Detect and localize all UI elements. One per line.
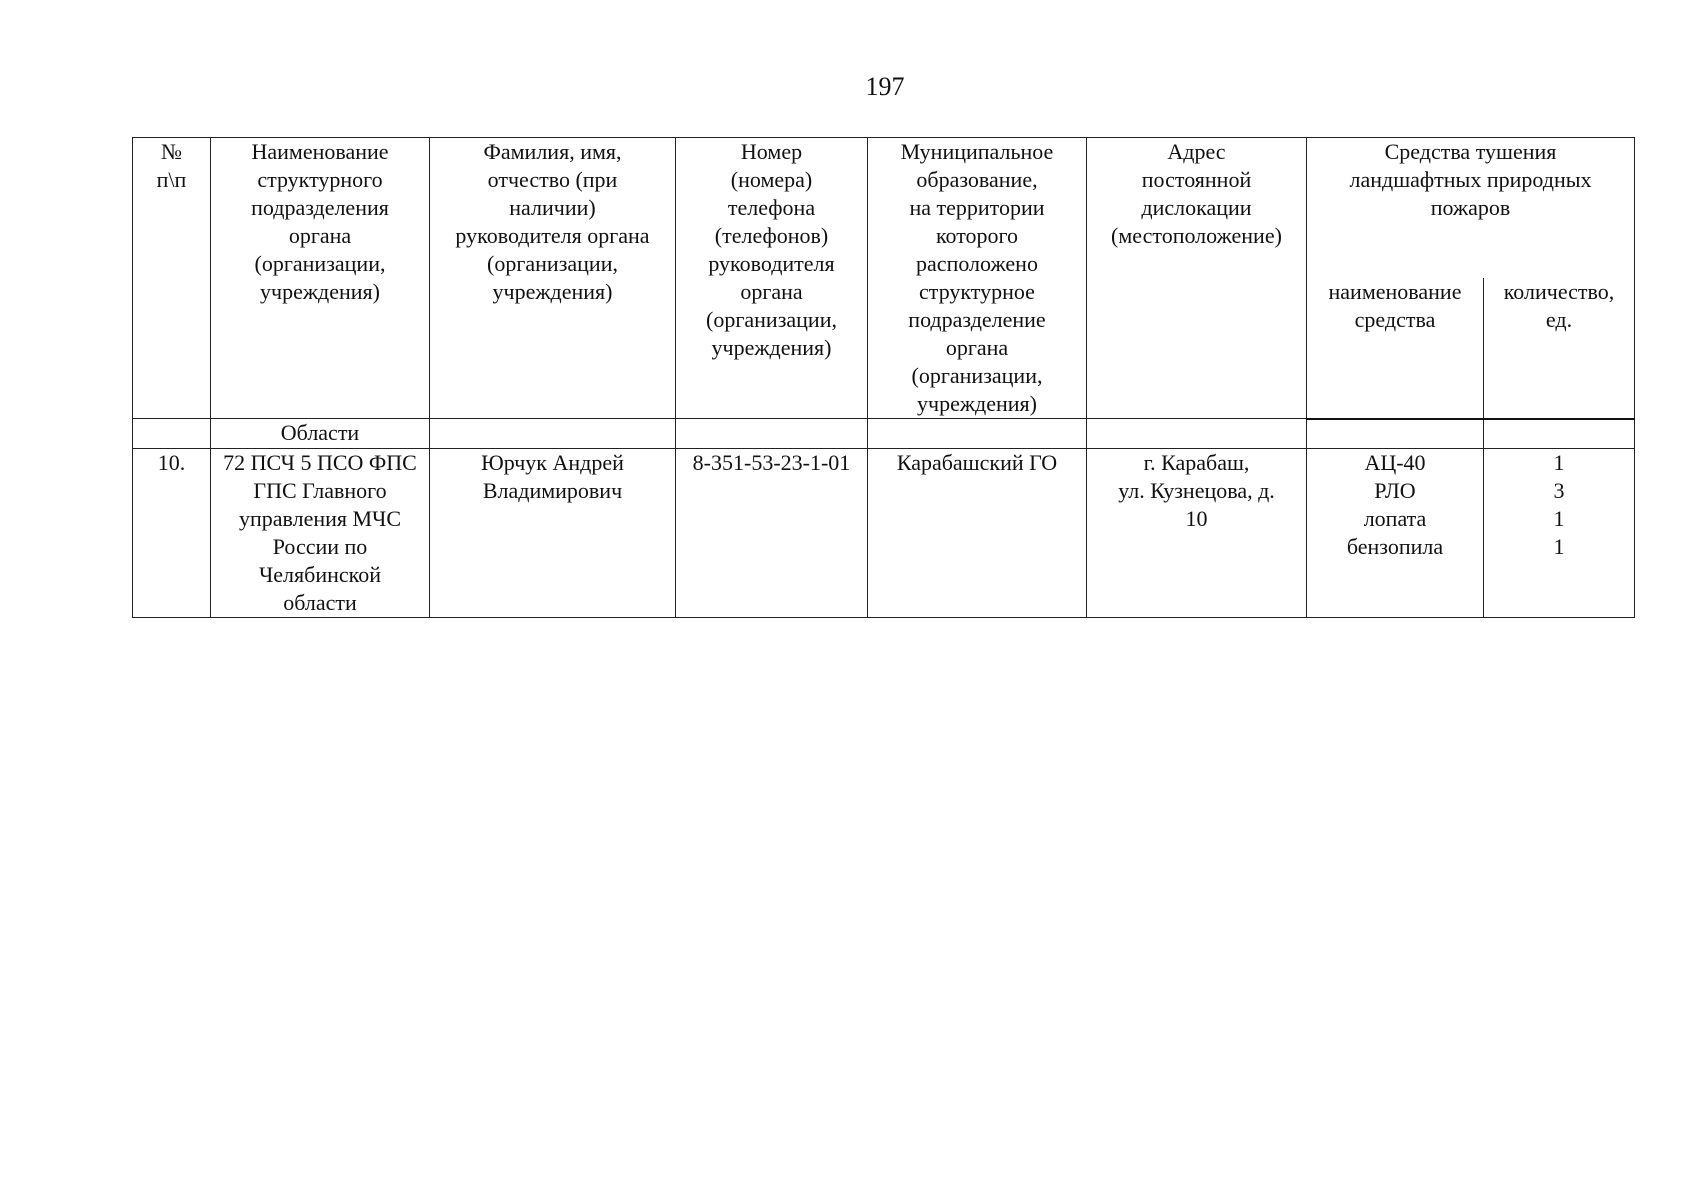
row-phone: 8-351-53-23-1-01	[676, 448, 868, 617]
row-means-names: АЦ-40 РЛО лопата бензопила	[1307, 448, 1484, 617]
table-row	[133, 448, 1635, 617]
header-num: № п\п	[133, 138, 211, 419]
row-num: 10.	[133, 448, 211, 617]
row-municipality: Карабашский ГО	[868, 448, 1087, 617]
header-unit: Наименование структурного подразделения органа (организации, учреждения)	[211, 138, 430, 419]
section-cell-empty	[133, 419, 211, 449]
header-head-person: Фамилия, имя, отчество (при наличии) руководителя органа (организации, учреждения)	[430, 138, 676, 419]
section-cell-empty	[1087, 419, 1307, 449]
section-cell-empty	[1307, 419, 1484, 449]
fire-means-table	[132, 137, 1635, 618]
header-phone: Номер (номера) телефона (телефонов) руководителя органа (организации, учреждения)	[676, 138, 868, 419]
header-row	[133, 138, 1635, 279]
row-means-qty: 1 3 1 1	[1484, 448, 1635, 617]
row-address: г. Карабаш, ул. Кузнецова, д. 10	[1087, 448, 1307, 617]
header-means-group: Средства тушения ландшафтных природных пожаров	[1307, 138, 1635, 279]
row-unit: 72 ПСЧ 5 ПСО ФПС ГПС Главного управления МЧС России по Челябинской области	[211, 448, 430, 617]
header-means-name: наименование средства	[1307, 278, 1484, 418]
section-cell-empty	[1484, 419, 1635, 449]
row-head-person: Юрчук Андрей Владимирович	[430, 448, 676, 617]
header-address: Адрес постоянной дислокации (местоположение)	[1087, 138, 1307, 419]
section-label: Области	[211, 419, 430, 449]
section-row	[133, 419, 1635, 449]
page-number: 197	[865, 72, 905, 101]
section-cell-empty	[430, 419, 676, 449]
section-cell-empty	[676, 419, 868, 449]
section-cell-empty	[868, 419, 1087, 449]
header-municipality: Муниципальное образование, на территории которого расположено структурное подразделение органа (организации, учреждения)	[868, 138, 1087, 419]
header-means-qty: количество, ед.	[1484, 278, 1635, 418]
